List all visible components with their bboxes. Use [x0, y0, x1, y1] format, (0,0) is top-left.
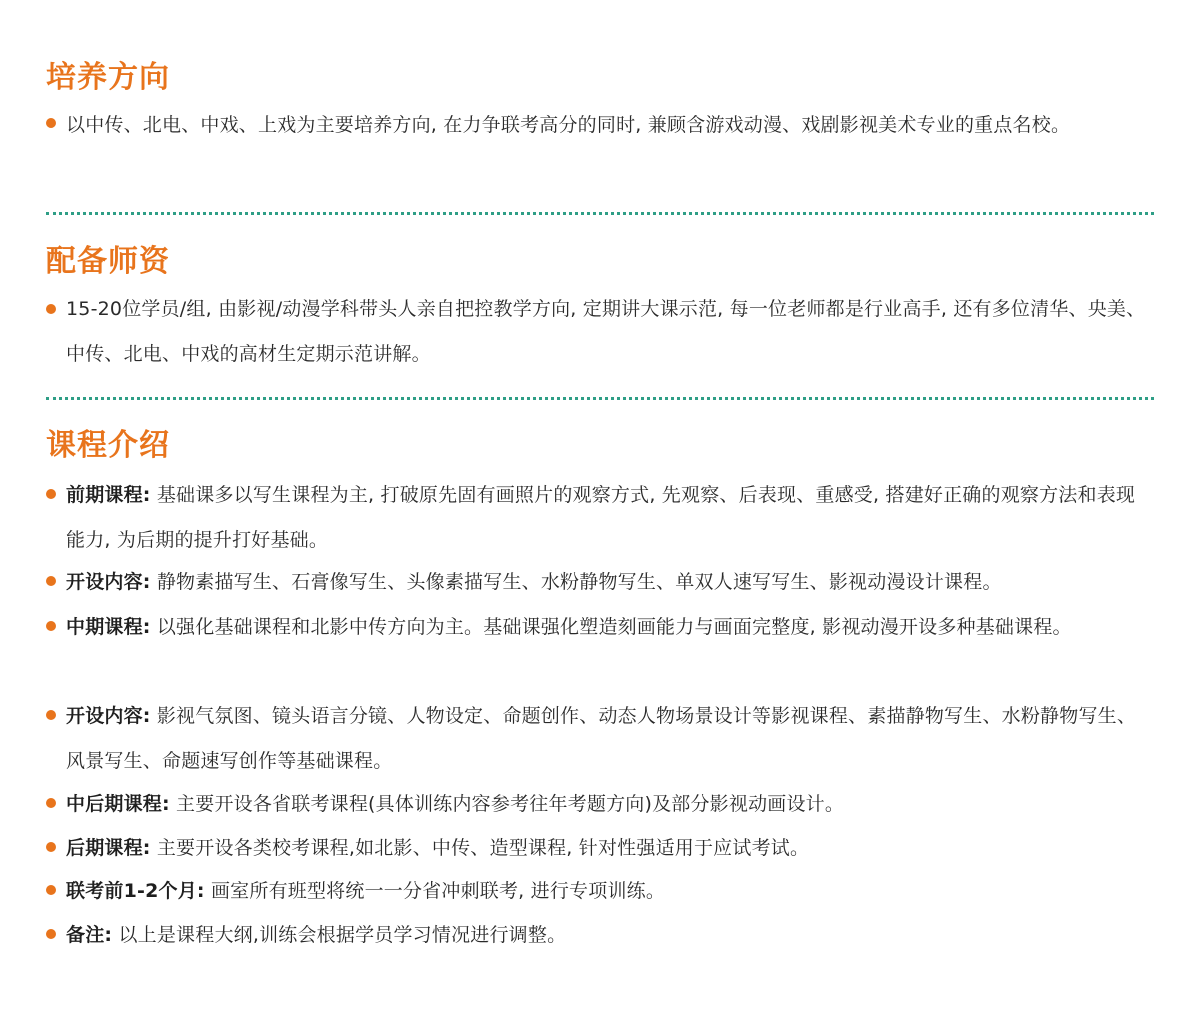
- course-label: 备注:: [66, 924, 113, 946]
- course-text: 主要开设各省联考课程(具体训练内容参考往年考题方向)及部分影视动画设计。: [169, 793, 845, 815]
- teachers-text: 15-20位学员/组, 由影视/动漫学科带头人亲自把控教学方向, 定期讲大课示范, 每一位老师都是行业高手, 还有多位清华、央美、中传、北电、中戏的高材生定期示范讲解。: [66, 298, 1146, 365]
- course-text: 以强化基础课程和北影中传方向为主。基础课强化塑造刻画能力与画面完整度, 影视动漫开设多种基础课程。: [150, 616, 1072, 638]
- section-title-training: 培养方向: [46, 60, 170, 95]
- training-text: 以中传、北电、中戏、上戏为主要培养方向, 在力争联考高分的同时, 兼顾含游戏动漫、戏剧影视美术专业的重点名校。: [66, 114, 1071, 136]
- bullet-dot-icon: [46, 489, 56, 499]
- course-text: 影视气氛图、镜头语言分镜、人物设定、命题创作、动态人物场景设计等影视课程、素描静物写生、水粉静物写生、风景写生、命题速写创作等基础课程。: [66, 705, 1137, 772]
- course-item-mid-late: [46, 782, 1154, 827]
- course-label: 中期课程:: [66, 616, 151, 638]
- course-item-note: [46, 913, 1154, 958]
- course-label: 前期课程:: [66, 484, 151, 506]
- bullet-dot-icon: [46, 710, 56, 720]
- course-label: 开设内容:: [66, 705, 151, 727]
- course-item-late: [46, 826, 1154, 871]
- course-label: 后期课程:: [66, 837, 151, 859]
- course-item-early: [46, 473, 1154, 563]
- teachers-item: [46, 287, 1154, 377]
- course-text: 以上是课程大纲,训练会根据学员学习情况进行调整。: [112, 924, 567, 946]
- bullet-dot-icon: [46, 576, 56, 586]
- bullet-dot-icon: [46, 842, 56, 852]
- course-text: 基础课多以写生课程为主, 打破原先固有画照片的观察方式, 先观察、后表现、重感受, 搭建好正确的观察方法和表现能力, 为后期的提升打好基础。: [66, 484, 1136, 551]
- section-title-teachers: 配备师资: [46, 244, 170, 279]
- course-text: 画室所有班型将统一一分省冲刺联考, 进行专项训练。: [204, 880, 666, 902]
- bullet-dot-icon: [46, 118, 56, 128]
- section-title-courses: 课程介绍: [46, 428, 170, 463]
- bullet-dot-icon: [46, 621, 56, 631]
- bullet-dot-icon: [46, 885, 56, 895]
- course-label: 开设内容:: [66, 571, 151, 593]
- course-label: 联考前1-2个月:: [66, 880, 205, 902]
- course-text: 主要开设各类校考课程,如北影、中传、造型课程, 针对性强适用于应试考试。: [150, 837, 810, 859]
- bullet-dot-icon: [46, 929, 56, 939]
- course-text: 静物素描写生、石膏像写生、头像素描写生、水粉静物写生、单双人速写写生、影视动漫设计课程。: [150, 571, 1002, 593]
- training-item: [46, 103, 1154, 148]
- course-label: 中后期课程:: [66, 793, 170, 815]
- bullet-dot-icon: [46, 304, 56, 314]
- course-item-pre-exam: [46, 869, 1154, 914]
- course-item-content-early: [46, 560, 1154, 605]
- bullet-dot-icon: [46, 798, 56, 808]
- course-item-middle: [46, 605, 1154, 650]
- dotted-divider: [46, 397, 1154, 400]
- dotted-divider: [46, 212, 1154, 215]
- course-item-content-middle: [46, 694, 1154, 784]
